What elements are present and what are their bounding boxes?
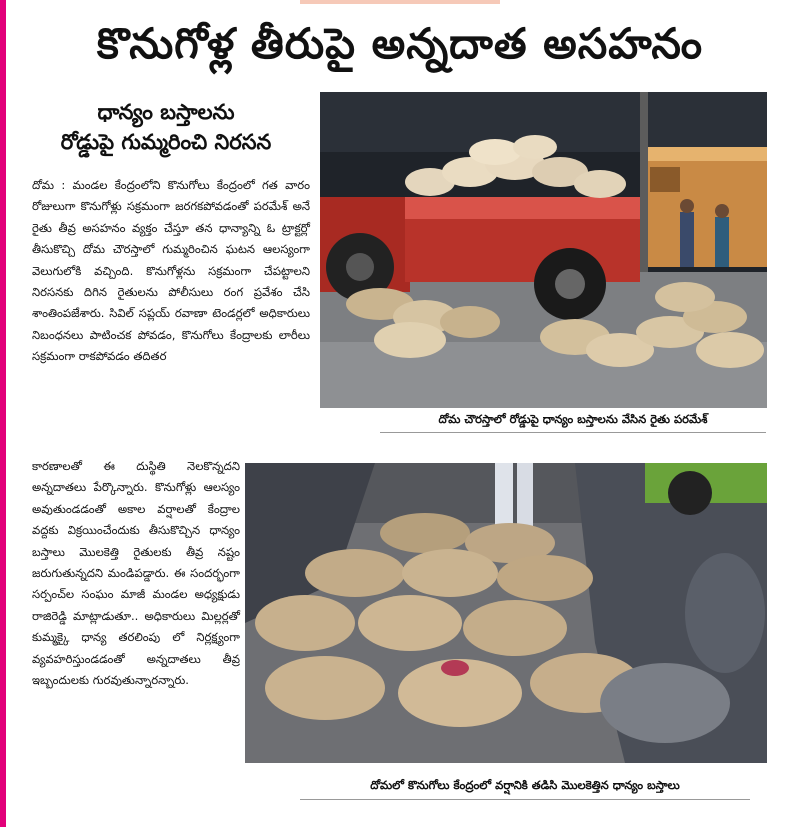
- subheadline: [22, 97, 310, 157]
- caption-1-rule: [380, 432, 766, 433]
- top-accent-strip: [300, 0, 500, 4]
- subheadline-line-2: రోడ్డుపై గుమ్మరించి నిరసన: [60, 130, 272, 154]
- headline: కొనుగోళ్ల తీరుపై అన్నదాత అసహనం: [96, 19, 704, 68]
- article-paragraph-2: కారణాలతో ఈ దుస్థితి నెలకొన్నదని అన్నదాతలు పేర్కొన్నారు. కొనుగోళ్లు ఆలస్యం అవుతుండడంతో అకాల వర్షాలతో కేంద్రాల వద్దకు విక్రయించేందుకు తీసుకొచ్చిన ధాన్యం బస్తాలు మొలకెత్తి రైతులకు తీవ్ర నష్టం జరుగుతున్నదని మండిపడ్డారు. ఈ సందర్భంగా సర్పంచ్‌ల సంఘం మాజీ మండల అధ్యక్షుడు రాజిరెడ్డి మాట్లాడుతూ.. అధికారులు మిల్లర్లతో కుమ్మక్కై ధాన్య తరలింపు లో నిర్లక్ష్యంగా వ్యవహరిస్తుండడంతో అన్నదాతలు తీవ్ర ఇబ్బందులకు గురవుతున్నారన్నారు.: [32, 459, 240, 688]
- photo-2-caption: దోమలో కొనుగోలు కేంద్రంలో వర్షానికి తడిసి మొలకెత్తిన ధాన్యం బస్తాలు: [370, 778, 680, 792]
- photo-tractor-grain-bags: [320, 92, 767, 408]
- article-paragraph-1: దోమ : మండల కేంద్రంలోని కొనుగోలు కేంద్రంలో గత వారం రోజులుగా కొనుగోళ్లు సక్రమంగా జరగకపోవడంతో పరమేశ్ అనే రైతు తీవ్ర అసహనం వ్యక్తం చేస్తూ తన ధాన్యాన్ని ఓ ట్రాక్టర్లో తీసుకొచ్చి దోమ చౌరస్తాలో గుమ్మరించిన ఘటన ఆలస్యంగా వెలుగులోకి వచ్చింది. కొనుగోళ్లను సక్రమంగా చేపట్టాలని నిరసనకు దిగిన రైతులను పోలీసులు రంగ ప్రవేశం చేసి శాంతింపజేశారు. సివిల్ సప్లయ్ రవాణా టెండర్లలో అధికారులు నిబంధనలు పాటించక పోవడం, కొనుగోలు కేంద్రాలకు లారీలు సక్రమంగా రాకపోవడం తదితర: [32, 178, 310, 364]
- subheadline-line-1: ధాన్యం బస్తాలను: [97, 100, 235, 124]
- photo-wet-grain-bags: [245, 463, 767, 763]
- photo-1-caption: దోమ చౌరస్తాలో రోడ్డుపై ధాన్యం బస్తాలను వేసిన రైతు పరమేశ్: [438, 412, 708, 426]
- left-accent-rule: [0, 0, 6, 827]
- caption-2-rule: [300, 799, 750, 800]
